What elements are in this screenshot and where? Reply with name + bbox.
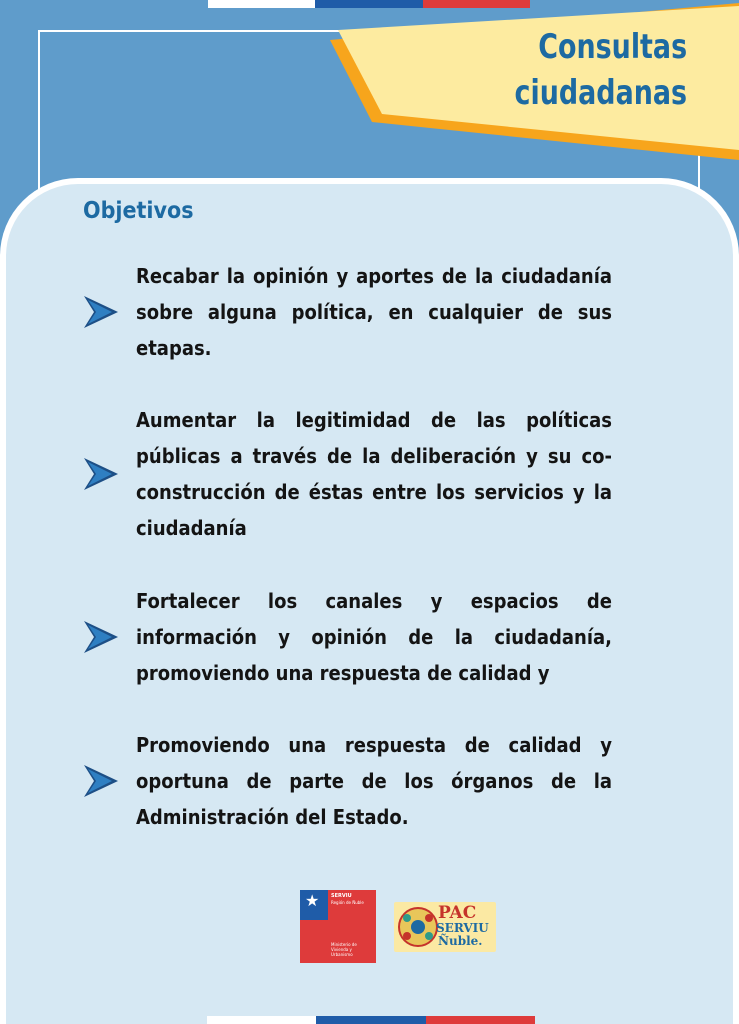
- serviu-logo-ministry: Ministerio de Vivienda y Urbanismo: [331, 942, 357, 957]
- pac-logo-line1: PAC: [438, 902, 477, 923]
- chevron-right-icon: [82, 455, 120, 493]
- serviu-logo: [300, 890, 376, 963]
- serviu-logo-region: Región de Ñuble: [331, 900, 364, 905]
- footer-logos: [300, 890, 496, 963]
- pac-logo-line3: Ñuble.: [438, 933, 483, 948]
- bottom-flag-strip: [207, 1016, 535, 1024]
- objective-text: Promoviendo una respuesta de calidad y oportuna de parte de los órganos de la Administración del Estado.: [136, 733, 612, 829]
- objective-text: Recabar la opinión y aportes de la ciudadanía sobre alguna política, en cualquier de sus etapas.: [136, 264, 612, 360]
- people-circle-icon: [397, 906, 439, 948]
- objective-item: [82, 258, 612, 366]
- chevron-right-icon: [82, 293, 120, 331]
- objective-text: Aumentar la legitimidad de las políticas públicas a través de la deliberación y su co-construcción de éstas entre los servicios y la ciudadanía: [136, 408, 612, 540]
- pac-logo-line2: SERVIU: [436, 920, 489, 935]
- chevron-right-icon: [82, 618, 120, 656]
- objective-item: [82, 727, 612, 835]
- page-title-line2: ciudadanas: [514, 73, 687, 113]
- objective-item: [82, 402, 612, 546]
- page-title: [514, 24, 687, 116]
- section-title: Objetivos: [83, 198, 194, 224]
- pac-logo: [394, 902, 496, 952]
- page-title-line1: Consultas: [538, 27, 687, 67]
- objective-item: [82, 583, 612, 691]
- star-icon: ★: [305, 891, 320, 910]
- chevron-right-icon: [82, 762, 120, 800]
- serviu-logo-name: SERVIU: [331, 893, 352, 899]
- objective-text: Fortalecer los canales y espacios de información y opinión de la ciudadanía, promoviendo una respuesta de calidad y: [136, 589, 612, 685]
